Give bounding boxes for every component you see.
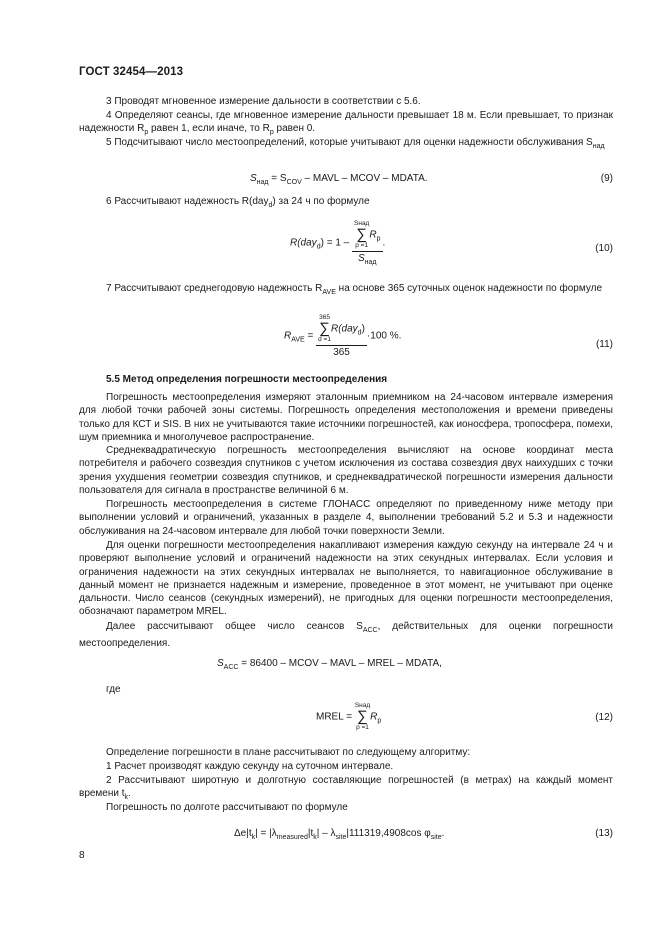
paragraph-step1: 1 Расчет производят каждую секунду на суточном интервале.: [106, 761, 394, 772]
formula-9: $S_{над} = S_{COV}$ – MAVL – MCOV – MDATA.: [250, 173, 428, 186]
formula-13-number: (13): [595, 828, 613, 839]
paragraph-step5: 5 Подсчитывают число местоопределений, которые учитывают для оценки надежности обслуживания $S_{над}$: [106, 137, 605, 150]
where-label: где: [106, 684, 121, 695]
paragraph-step4: 4 Определяют сеансы, где мгновенное измерение дальности превышает 18 м. Если превышает, то признак надежности $R_р$ равен 1, если иначе, то $R_р$ равен 0.: [79, 110, 613, 137]
paragraph-sacc: Далее рассчитывают общее число сеансов $S_{ACC}$, действительных для оценки погрешности местоопределения.: [79, 621, 613, 650]
formula-11: $R_{AVE}$ = 365 ∑ d =1 R(day$_d$) 365 ·100 %.: [284, 314, 402, 358]
paragraph-glonass-method: Погрешность местоопределения в системе ГЛОНАСС определяют по приведенному ниже методу при выполнении условий и ограничений, указанных в разделе 4, выполнении требований 5.2 и 5.3 и надежности обслуживания на 24-часовом интервале для любой точки поверхности Земли.: [79, 499, 613, 537]
paragraph-accumulation: Для оценки погрешности местоопределения накапливают измерения каждую секунду на интервале 24 ч и проверяют выполнение условий и ограничений надежности на этих секундных интервалах. Если условия и ограничения надежности на этих секундных интервалах не выполняется, то навигационное обслуживание в данный момент не признается надежным и измерение, проведенное в этот момент, не учитывают при оценке дальности. Число сеансов (секундных измерений), не пригодных для оценки погрешности местоопределения, обозначают параметром MREL.: [79, 540, 613, 618]
paragraph-rms-error: Среднеквадратическую погрешность местоопределения вычисляют на основе координат места потребителя и рабочего созвездия спутников с учетом исключения из состава созвездия двух наихудших с точки зрения ухудшения геометрии созвездия спутников, и среднеквадратической погрешности измерения дальности пользователя для сигнала в пространстве величиной 6 м.: [79, 445, 613, 496]
formula-12-number: (12): [595, 712, 613, 723]
paragraph-step7: 7 Рассчитывают среднегодовую надежность $R_{AVE}$ на основе 365 суточных оценок надежности по формуле: [106, 283, 603, 296]
paragraph-algorithm: Определение погрешности в плане рассчитывают по следующему алгоритму:: [106, 747, 471, 758]
page-number: 8: [79, 850, 85, 861]
formula-11-number: (11): [595, 339, 613, 350]
paragraph-step2: 2 Рассчитывают широтную и долготную составляющие погрешностей (в метрах) на каждый момент времени $t_k$.: [79, 775, 613, 802]
formula-sacc: $S_{ACC} = 86400$ – MCOV – MAVL – MREL – MDATA,: [217, 658, 442, 671]
formula-9-number: (9): [600, 173, 613, 184]
formula-12: MREL = Sнад ∑ p =1 $R_p$: [316, 702, 382, 731]
paragraph-longitude: Погрешность по долготе рассчитывают по формуле: [106, 802, 348, 813]
paragraph-accuracy-intro: Погрешность местоопределения измеряют эталонным приемником на 24-часовом интервале измерения для любой точки рабочей зоны системы. Погрешность определения местоположения и времени приведены только для КСТ и SIS. В них не учитываются такие источники погрешностей, как ионосфера, тропосфера, помехи, шум приемника и многолучевое распространение.: [79, 392, 613, 443]
paragraph-step3: 3 Проводят мгновенное измерение дальности в соответствии с 5.6.: [106, 96, 421, 107]
standard-header: ГОСТ 32454—2013: [79, 66, 184, 78]
formula-13: $\Delta e|t_k| = |\lambda_{measured}|t_k| - \lambda_{site}|111319,4908\cos$ $\varphi_{site}$.: [234, 828, 445, 841]
paragraph-step6: 6 Рассчитывают надежность R(day$_d$) за 24 ч по формуле: [106, 196, 370, 209]
section-heading-5-5: 5.5 Метод определения погрешности местоопределения: [106, 374, 388, 385]
formula-10-number: (10): [595, 243, 613, 254]
formula-10: R(day$_d$) = 1 – Sнад ∑ p =1 $R_p$ $S_{над}$ .: [290, 220, 386, 266]
